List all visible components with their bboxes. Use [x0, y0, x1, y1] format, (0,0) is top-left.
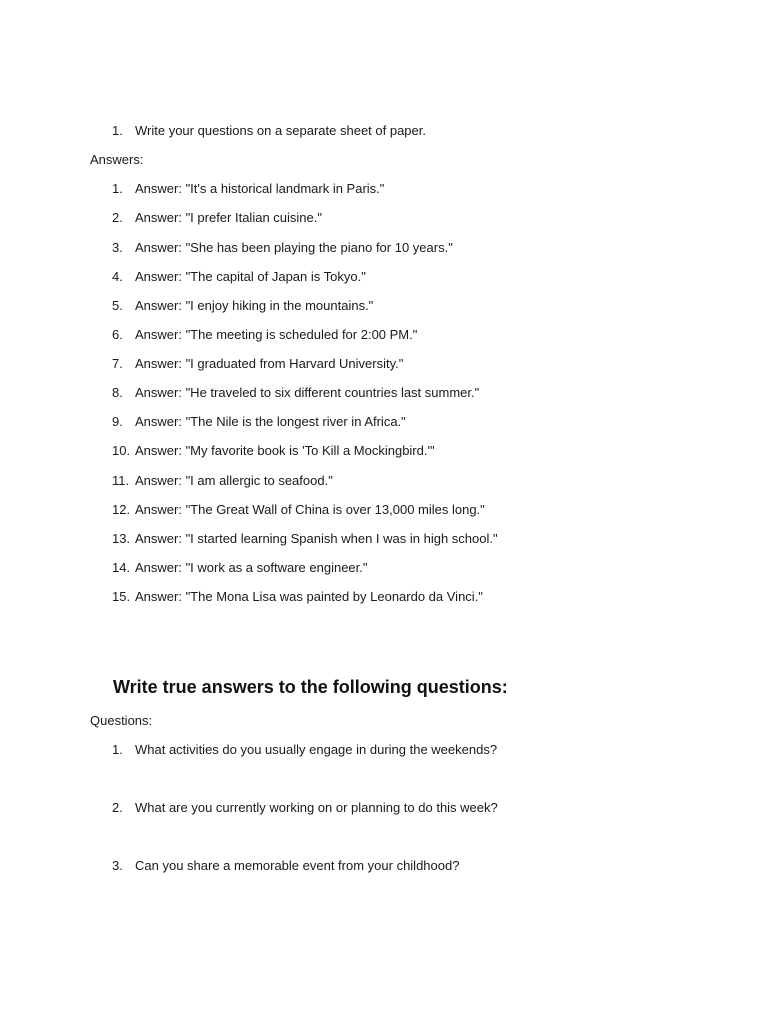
answer-text: Answer: "It's a historical landmark in Paris." — [135, 181, 385, 196]
question-text: Can you share a memorable event from your childhood? — [135, 858, 460, 873]
answer-item — [112, 181, 384, 197]
question-text: What are you currently working on or planning to do this week? — [135, 800, 498, 815]
answer-text: Answer: "She has been playing the piano for 10 years." — [135, 240, 453, 255]
list-number: 3. — [112, 240, 123, 255]
question-text: What activities do you usually engage in during the weekends? — [135, 742, 498, 757]
list-number: 13. — [112, 531, 131, 546]
instruction-text: Write your questions on a separate sheet of paper. — [135, 123, 426, 138]
answer-text: Answer: "The Mona Lisa was painted by Leonardo da Vinci." — [135, 589, 483, 604]
answer-text: Answer: "My favorite book is 'To Kill a Mockingbird.'" — [135, 443, 435, 458]
answer-item — [112, 240, 453, 256]
answer-item — [112, 473, 333, 489]
list-number: 10. — [112, 443, 131, 458]
answer-text: Answer: "The meeting is scheduled for 2:00 PM." — [135, 327, 418, 342]
answer-text: Answer: "He traveled to six different countries last summer." — [135, 385, 480, 400]
list-number: 2. — [112, 210, 123, 225]
list-number: 8. — [112, 385, 123, 400]
list-number: 15. — [112, 589, 131, 604]
answer-item — [112, 443, 435, 459]
answer-text: Answer: "I graduated from Harvard University." — [135, 356, 404, 371]
answer-item — [112, 269, 366, 285]
answer-item — [112, 210, 322, 226]
answer-item — [112, 560, 368, 576]
answer-item — [112, 589, 483, 605]
questions-label: Questions: — [90, 713, 153, 728]
answer-text: Answer: "The Nile is the longest river in Africa." — [135, 414, 406, 429]
answer-item — [112, 356, 403, 372]
list-number: 11. — [112, 473, 130, 488]
list-number: 5. — [112, 298, 123, 313]
list-number: 2. — [112, 800, 123, 815]
answers-label: Answers: — [90, 152, 144, 167]
answer-text: Answer: "I work as a software engineer." — [135, 560, 368, 575]
list-number: 1. — [112, 742, 123, 757]
instruction-item — [112, 123, 426, 139]
answer-item — [112, 298, 373, 314]
list-number: 14. — [112, 560, 131, 575]
list-number: 9. — [112, 414, 123, 429]
answer-item — [112, 385, 479, 401]
list-number: 1. — [112, 123, 123, 138]
answer-text: Answer: "I started learning Spanish when I was in high school." — [135, 531, 498, 546]
section-heading: Write true answers to the following questions: — [113, 677, 508, 697]
answer-item — [112, 414, 406, 430]
list-number: 4. — [112, 269, 123, 284]
question-item — [112, 858, 459, 874]
answer-item — [112, 531, 498, 547]
answer-text: Answer: "I enjoy hiking in the mountains." — [135, 298, 374, 313]
list-number: 6. — [112, 327, 123, 342]
list-number: 3. — [112, 858, 123, 873]
list-number: 12. — [112, 502, 131, 517]
answer-text: Answer: "I prefer Italian cuisine." — [135, 210, 322, 225]
answer-item — [112, 502, 485, 518]
answer-text: Answer: "The capital of Japan is Tokyo." — [135, 269, 366, 284]
question-item — [112, 742, 497, 758]
answer-text: Answer: "I am allergic to seafood." — [135, 473, 333, 488]
answer-item — [112, 327, 417, 343]
answer-text: Answer: "The Great Wall of China is over 13,000 miles long." — [135, 502, 485, 517]
list-number: 1. — [112, 181, 123, 196]
question-item — [112, 800, 498, 816]
list-number: 7. — [112, 356, 123, 371]
